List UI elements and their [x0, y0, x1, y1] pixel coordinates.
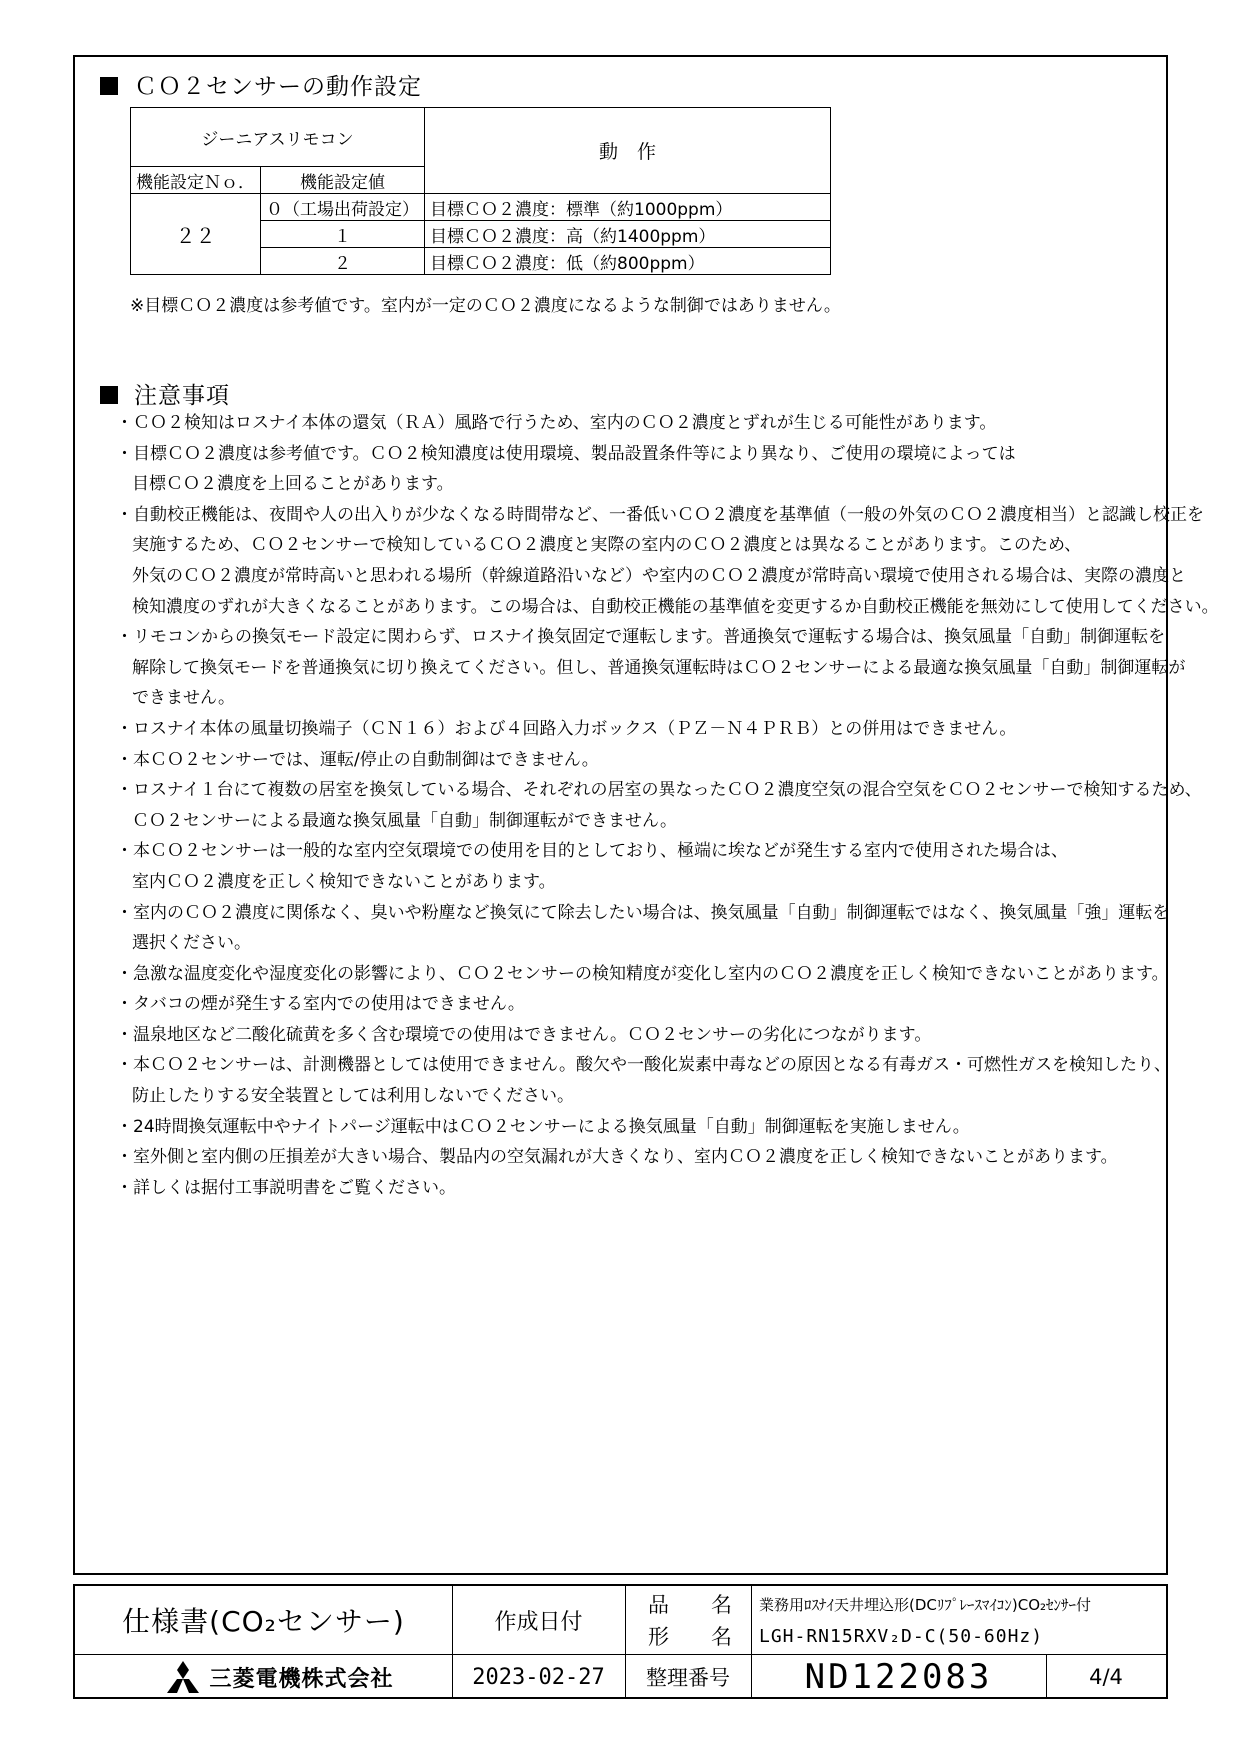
company-logo: [105, 1655, 452, 1699]
caution-continuation: 選択ください。: [132, 933, 251, 954]
setting-value: ０（工場出荷設定）: [261, 194, 425, 221]
setting-action: 目標ＣＯ２濃度：標準（約1000ppm）: [425, 194, 831, 221]
product-name: 業務用ﾛｽﾅｲ天井埋込形(DCﾘﾌﾟﾚｰｽﾏｲｺﾝ)CO₂ｾﾝｻｰ付: [759, 1595, 1092, 1614]
caution-item: [116, 1020, 1219, 1051]
caution-text: ・ロスナイ１台にて複数の居室を換気している場合、それぞれの居室の異なったＣＯ２濃度空気の混合空気をＣＯ２センサーで検知するため、: [116, 780, 1202, 801]
caution-text: ・本ＣＯ２センサーは一般的な室内空気環境での使用を目的としており、極端に埃などが発生する室内で使用された場合は、: [116, 841, 1068, 862]
caution-text: ・詳しくは据付工事説明書をご覧ください。: [116, 1177, 456, 1198]
caution-item: [116, 622, 1219, 683]
caution-text: ・リモコンからの換気モード設定に関わらず、ロスナイ換気固定で運転します。普通換気で運転する場合は、換気風量「自動」制御運転を: [116, 627, 1166, 648]
caution-text: ・ロスナイ本体の風量切換端子（ＣＮ１６）および４回路入力ボックス（ＰＺ－Ｎ４ＰＲＢ）との併用はできません。: [116, 718, 1017, 739]
page-number: 4/4: [1089, 1665, 1123, 1689]
setting-value: １: [261, 221, 425, 248]
caution-continuation: 検知濃度のずれが大きくなることがあります。この場合は、自動校正機能の基準値を変更するか自動校正機能を無効にして使用してください。: [132, 596, 1219, 617]
caution-item: [116, 989, 1219, 1020]
caution-continuation: 防止したりする安全装置としては利用しないでください。: [132, 1086, 574, 1107]
caution-item: [116, 836, 1219, 897]
caution-item: [116, 745, 1219, 776]
caution-item: [116, 500, 1219, 561]
header-remote: ジーニアスリモコン: [131, 108, 425, 167]
co2-settings-table: [130, 107, 831, 275]
caution-item: [116, 1050, 1219, 1111]
caution-item: [116, 1142, 1219, 1173]
caution-item: [116, 714, 1219, 745]
caution-item: [116, 592, 1219, 623]
caution-text: ・本ＣＯ２センサーでは、運転/停止の自動制御はできません。: [116, 749, 599, 770]
three-diamonds-icon: [163, 1661, 203, 1693]
caution-item: [116, 408, 1219, 439]
caution-text: ・温泉地区など二酸化硫黄を多く含む環境での使用はできません。ＣＯ２センサーの劣化につながります。: [116, 1024, 932, 1045]
caution-item: [116, 683, 1219, 714]
caution-text: ・ＣＯ２検知はロスナイ本体の還気（ＲＡ）風路で行うため、室内のＣＯ２濃度とずれが生じる可能性があります。: [116, 413, 997, 433]
caution-text: ・目標ＣＯ２濃度は参考値です。ＣＯ２検知濃度は使用環境、製品設置条件等により異なり、ご使用の環境によっては: [116, 443, 1016, 464]
katamei-label: 形 名: [648, 1625, 732, 1649]
square-bullet-icon: [100, 386, 118, 404]
caution-continuation: 解除して換気モードを普通換気に切り換えてください。但し、普通換気運転時はＣＯ２センサーによる最適な換気風量「自動」制御運転が: [132, 657, 1186, 678]
created-date: 2023-02-27: [472, 1664, 605, 1690]
ref-number: ND122083: [804, 1657, 993, 1697]
caution-continuation: 室内ＣＯ２濃度を正しく検知できないことがあります。: [132, 871, 556, 892]
co2-note: ※目標ＣＯ２濃度は参考値です。室内が一定のＣＯ２濃度になるような制御ではありません。: [130, 296, 841, 316]
hinmei-label: 品 名: [648, 1593, 732, 1617]
caution-continuation: 外気のＣＯ２濃度が常時高いと思われる場所（幹線道路沿いなど）や室内のＣＯ２濃度が常時高い環境で使用される場合は、実際の濃度と: [132, 565, 1186, 586]
caution-text: ・自動校正機能は、夜間や人の出入りが少なくなる時間帯など、一番低いＣＯ２濃度を基準値（一般の外気のＣＯ２濃度相当）と認識し校正を: [116, 504, 1204, 525]
caution-continuation: 目標ＣＯ２濃度を上回ることがあります。: [132, 474, 454, 495]
caution-item: [116, 1112, 1219, 1143]
caution-continuation: ＣＯ２センサーによる最適な換気風量「自動」制御運転ができません。: [132, 810, 678, 831]
caution-continuation: 実施するため、ＣＯ２センサーで検知しているＣＯ２濃度と実際の室内のＣＯ２濃度とは異なることがあります。このため、: [132, 535, 1082, 556]
model-number: LGH-RN15RXV₂D-C(50-60Hz): [759, 1625, 1044, 1647]
setting-value: ２: [261, 248, 425, 275]
caution-item: [116, 561, 1219, 592]
caution-text: ・タバコの煙が発生する室内での使用はできません。: [116, 994, 525, 1015]
caution-item: [116, 439, 1219, 500]
title-block: [73, 1584, 1168, 1699]
caution-text: ・本ＣＯ２センサーは、計測機器としては使用できません。酸欠や一酸化炭素中毒などの原因となる有毒ガス・可燃性ガスを検知したり、: [116, 1055, 1172, 1076]
caution-item: [116, 1173, 1219, 1204]
caution-item: [116, 959, 1219, 990]
company-name: 三菱電機株式会社: [209, 1666, 394, 1692]
cautions-heading: [100, 377, 230, 410]
header-func-value: 機能設定値: [261, 167, 425, 194]
caution-item: [116, 775, 1219, 836]
cautions-list: [116, 408, 1219, 1203]
created-label: 作成日付: [494, 1609, 583, 1635]
func-no-cell: ２２: [131, 194, 261, 275]
header-action: 動 作: [425, 108, 831, 194]
co2-settings-title: ＣＯ２センサーの動作設定: [134, 74, 422, 100]
caution-continuation: できません。: [132, 688, 236, 709]
setting-action: 目標ＣＯ２濃度：高（約1400ppm）: [425, 221, 831, 248]
header-func-no: 機能設定Ｎｏ．: [131, 167, 261, 194]
caution-item: [116, 898, 1219, 959]
caution-text: ・室内のＣＯ２濃度に関係なく、臭いや粉塵など換気にて除去したい場合は、換気風量「自動」制御運転ではなく、換気風量「強」運転を: [116, 902, 1170, 923]
document-title: 仕様書(CO₂センサー): [122, 1605, 405, 1638]
ref-label: 整理番号: [646, 1666, 730, 1690]
square-bullet-icon: [100, 77, 118, 95]
caution-text: ・24時間換気運転中やナイトパージ運転中はＣＯ２センサーによる換気風量「自動」制御運転を実施しません。: [116, 1116, 970, 1137]
co2-settings-heading: [100, 68, 422, 101]
cautions-title: 注意事項: [134, 383, 230, 409]
caution-text: ・室外側と室内側の圧損差が大きい場合、製品内の空気漏れが大きくなり、室内ＣＯ２濃度を正しく検知できないことがあります。: [116, 1147, 1118, 1168]
setting-action: 目標ＣＯ２濃度：低（約800ppm）: [425, 248, 831, 275]
caution-text: ・急激な温度変化や湿度変化の影響により、ＣＯ２センサーの検知精度が変化し室内のＣＯ２濃度を正しく検知できないことがあります。: [116, 963, 1169, 984]
